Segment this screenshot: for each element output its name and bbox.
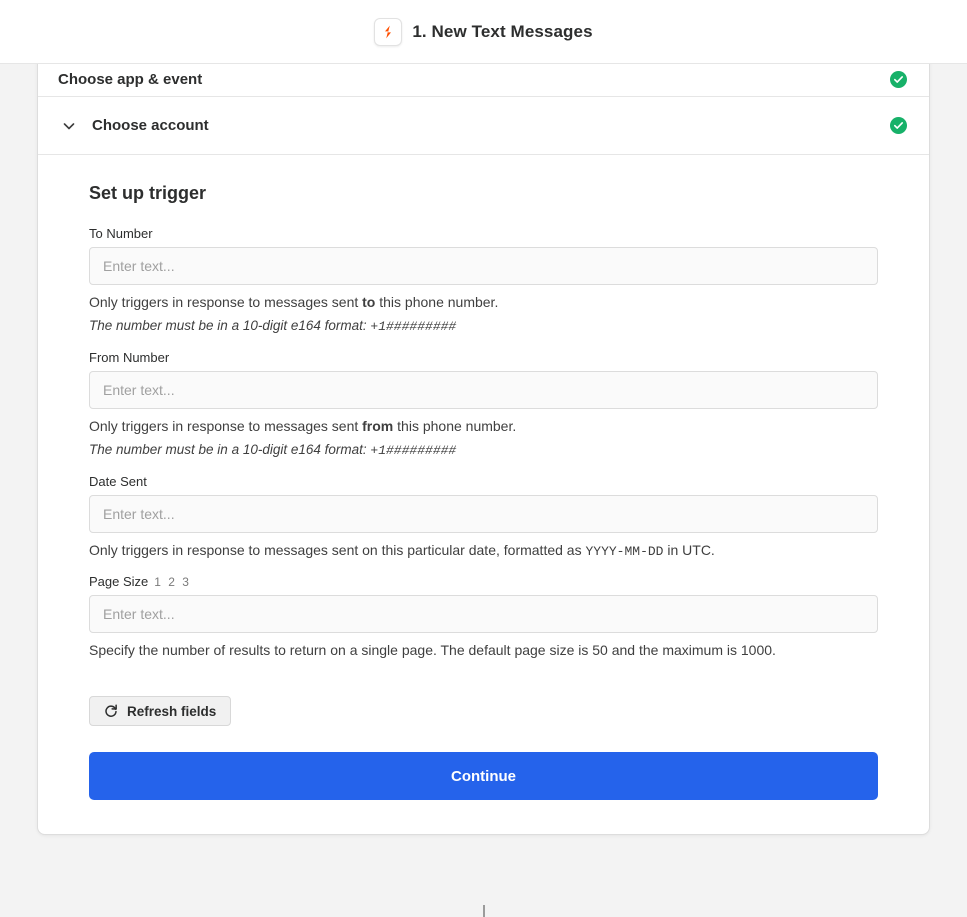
help-date-sent xyxy=(89,541,878,561)
date-sent-input[interactable] xyxy=(89,495,878,533)
field-to-number xyxy=(89,226,878,334)
page-title: 1. New Text Messages xyxy=(412,21,593,41)
section-label-account: Choose account xyxy=(92,117,209,134)
check-circle-icon xyxy=(890,117,907,134)
section-label-app-event: Choose app & event xyxy=(58,71,203,88)
note-to-number-text: The number must be in a 10-digit e164 format: xyxy=(89,317,371,333)
label-date-sent-text: Date Sent xyxy=(89,473,147,489)
editor-canvas xyxy=(0,64,967,917)
help-to-number-before: Only triggers in response to messages sent xyxy=(89,294,363,310)
note-to-number xyxy=(89,318,878,334)
window-header xyxy=(0,0,967,64)
form-title: Set up trigger xyxy=(89,183,207,203)
note-from-number-format: +1######### xyxy=(370,442,457,458)
help-date-sent-after: in UTC. xyxy=(663,541,715,558)
label-page-size xyxy=(89,574,878,589)
section-choose-account[interactable] xyxy=(38,97,929,155)
note-from-number-text: The number must be in a 10-digit e164 format: xyxy=(89,441,371,457)
help-from-number-after: this phone number. xyxy=(393,417,517,434)
page-size-type-badge: 1 2 3 xyxy=(154,575,191,590)
step-card xyxy=(37,64,930,835)
zapier-logo-icon xyxy=(374,18,402,46)
refresh-fields-button[interactable] xyxy=(89,696,231,726)
label-from-number xyxy=(89,350,878,365)
step-connector-line xyxy=(483,905,485,917)
help-page-size: Specify the number of results to return on a single page. The default page size is 50 and the maximum is 1000. xyxy=(89,642,776,659)
to-number-input[interactable] xyxy=(89,247,878,285)
help-from-number-before: Only triggers in response to messages sent xyxy=(89,417,363,434)
field-date-sent xyxy=(89,474,878,561)
help-to-number xyxy=(89,293,878,312)
help-to-number-bold: to xyxy=(362,294,376,310)
chevron-down-icon[interactable] xyxy=(58,115,80,137)
note-from-number xyxy=(89,442,878,458)
setup-trigger-form xyxy=(38,155,929,834)
help-date-sent-before: Only triggers in response to messages sent on this particular date, formatted as xyxy=(89,541,586,558)
field-page-size xyxy=(89,574,878,660)
help-from-number xyxy=(89,417,878,436)
label-to-number-text: To Number xyxy=(89,226,153,241)
page-size-input[interactable] xyxy=(89,595,878,633)
refresh-icon xyxy=(104,704,118,718)
from-number-input[interactable] xyxy=(89,371,878,409)
label-date-sent xyxy=(89,474,878,489)
note-to-number-format: +1######### xyxy=(370,318,457,334)
help-date-sent-format: YYYY-MM-DD xyxy=(585,543,664,559)
check-circle-icon xyxy=(890,71,907,88)
help-from-number-bold: from xyxy=(362,417,394,434)
continue-button[interactable]: Continue xyxy=(89,752,878,800)
help-to-number-after: this phone number. xyxy=(375,294,499,310)
refresh-fields-label: Refresh fields xyxy=(127,703,217,719)
header-content xyxy=(374,18,592,46)
label-from-number-text: From Number xyxy=(89,349,170,365)
label-page-size-text: Page Size xyxy=(89,574,149,590)
field-from-number xyxy=(89,350,878,458)
label-to-number xyxy=(89,226,878,241)
section-choose-app-event[interactable] xyxy=(38,64,929,97)
